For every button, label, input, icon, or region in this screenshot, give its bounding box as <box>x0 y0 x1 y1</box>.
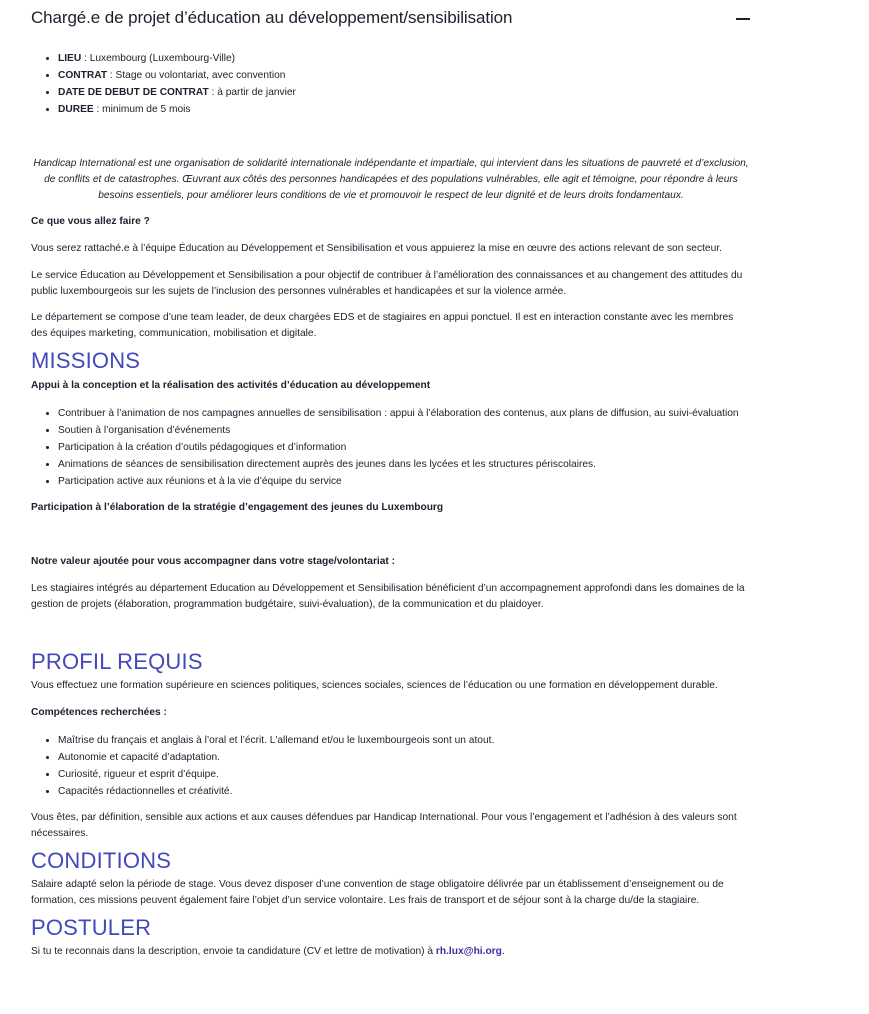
conditions-text: Salaire adapté selon la période de stage. Vous devez disposer d’une convention de stage obligatoire délivrée par un établissement d’enseignement ou de formation, ces missions peuvent également faire l’objet d’un service volontaire. Les frais de transport et de séjour sont à la charge du/de la stagiaire. <box>31 879 724 906</box>
minus-icon[interactable] <box>735 8 751 28</box>
what-you-do-paragraph: Le service Éducation au Développement et Sensibilisation a pour objectif de contribuer à l’amélioration des connaissances et au changement des attitudes du public luxembourgeois sur les sujets de l’inclusion des personnes vulnérables et handicapées et sur la violence armée. <box>31 270 743 297</box>
profil-closing: Vous êtes, par définition, sensible aux actions et aux causes défendues par Handicap International. Pour vous l’engagement et l’adhésion à des valeurs sont nécessaires. <box>31 812 737 839</box>
profil-title: PROFIL REQUIS <box>31 649 203 674</box>
list-item: • Contribuer à l’animation de nos campagnes annuelles de sensibilisation : appui à l’élaboration des contenus, aux plans de diffusion, au suivi-évaluation <box>58 405 751 422</box>
info-item-contrat: • CONTRAT : Stage ou volontariat, avec convention <box>58 67 751 84</box>
skills-heading: Compétences recherchées : <box>31 707 167 718</box>
added-value-heading: Notre valeur ajoutée pour vous accompagner dans votre stage/volontariat : <box>31 556 396 567</box>
info-item-date-debut: • DATE DE DEBUT DE CONTRAT : à partir de janvier <box>58 84 751 101</box>
what-you-do-paragraph: Vous serez rattaché.e à l’équipe Éducation au Développement et Sensibilisation et vous appuierez la mise en œuvre des actions relevant de son secteur. <box>31 243 722 254</box>
accordion-title: Chargé.e de projet d’éducation au développement/sensibilisation <box>31 8 513 27</box>
list-item: • Curiosité, rigueur et esprit d’équipe. <box>58 766 751 783</box>
info-item-lieu: • LIEU : Luxembourg (Luxembourg-Ville) <box>58 50 751 67</box>
job-info-list <box>31 50 751 118</box>
postuler-title: POSTULER <box>31 915 152 940</box>
list-item: • Maîtrise du français et anglais à l’oral et l’écrit. L'allemand et/ou le luxembourgeois sont un atout. <box>58 732 751 749</box>
missions-subheading: Appui à la conception et la réalisation des activités d’éducation au développement <box>31 380 431 391</box>
skills-list <box>31 732 751 800</box>
list-item: • Participation active aux réunions et à la vie d’équipe du service <box>58 473 751 490</box>
info-item-duree: • DUREE : minimum de 5 mois <box>58 101 751 118</box>
list-item: • Soutien à l’organisation d’événements <box>58 422 751 439</box>
conditions-title: CONDITIONS <box>31 848 172 873</box>
list-item: • Autonomie et capacité d’adaptation. <box>58 749 751 766</box>
list-item: • Animations de séances de sensibilisation directement auprès des jeunes dans les lycées et les structures périscolaires. <box>58 456 751 473</box>
what-you-do-paragraph: Le département se compose d’une team leader, de deux chargées EDS et de stagiaires en appui ponctuel. Il est en interaction constante avec les membres des équipes marketing, communication, mobilisation et digitale. <box>31 312 734 339</box>
profil-intro: Vous effectuez une formation supérieure en sciences politiques, sciences sociales, sciences de l’éducation ou une formation en développement durable. <box>31 680 718 691</box>
email-link[interactable]: rh.lux@hi.org <box>435 946 502 957</box>
accordion-header[interactable] <box>31 0 751 36</box>
postuler-text: Si tu te reconnais dans la description, envoie ta candidature (CV et lettre de motivation) à rh.lux@hi.org. <box>31 946 505 957</box>
added-value-text: Les stagiaires intégrés au département Education au Développement et Sensibilisation bénéficient d’un accompagnement approfondi dans les domaines de la gestion de projets (élaboration, programmation budgétaire, suivi-évaluation), de la communication et du plaidoyer. <box>31 583 745 610</box>
what-you-do-heading: Ce que vous allez faire ? <box>31 216 150 227</box>
missions-subheading-2: Participation à l’élaboration de la stratégie d’engagement des jeunes du Luxembourg <box>31 502 444 513</box>
missions-title: MISSIONS <box>31 348 141 373</box>
job-offer-content <box>31 0 751 960</box>
list-item: • Participation à la création d’outils pédagogiques et d’information <box>58 439 751 456</box>
organisation-intro: Handicap International est une organisation de solidarité internationale indépendante et impartiale, qui intervient dans les situations de pauvreté et d’exclusion, de conflits et de catastrophes. Œuvrant aux côtés des personnes handicapées et des populations vulnérables, elle agit et témoigne, pour répondre à leurs besoins essentiels, pour améliorer leurs conditions de vie et promouvoir le respect de leur dignité et de leurs droits fondamentaux. <box>33 158 749 201</box>
list-item: • Capacités rédactionnelles et créativité. <box>58 783 751 800</box>
missions-list <box>31 405 751 490</box>
